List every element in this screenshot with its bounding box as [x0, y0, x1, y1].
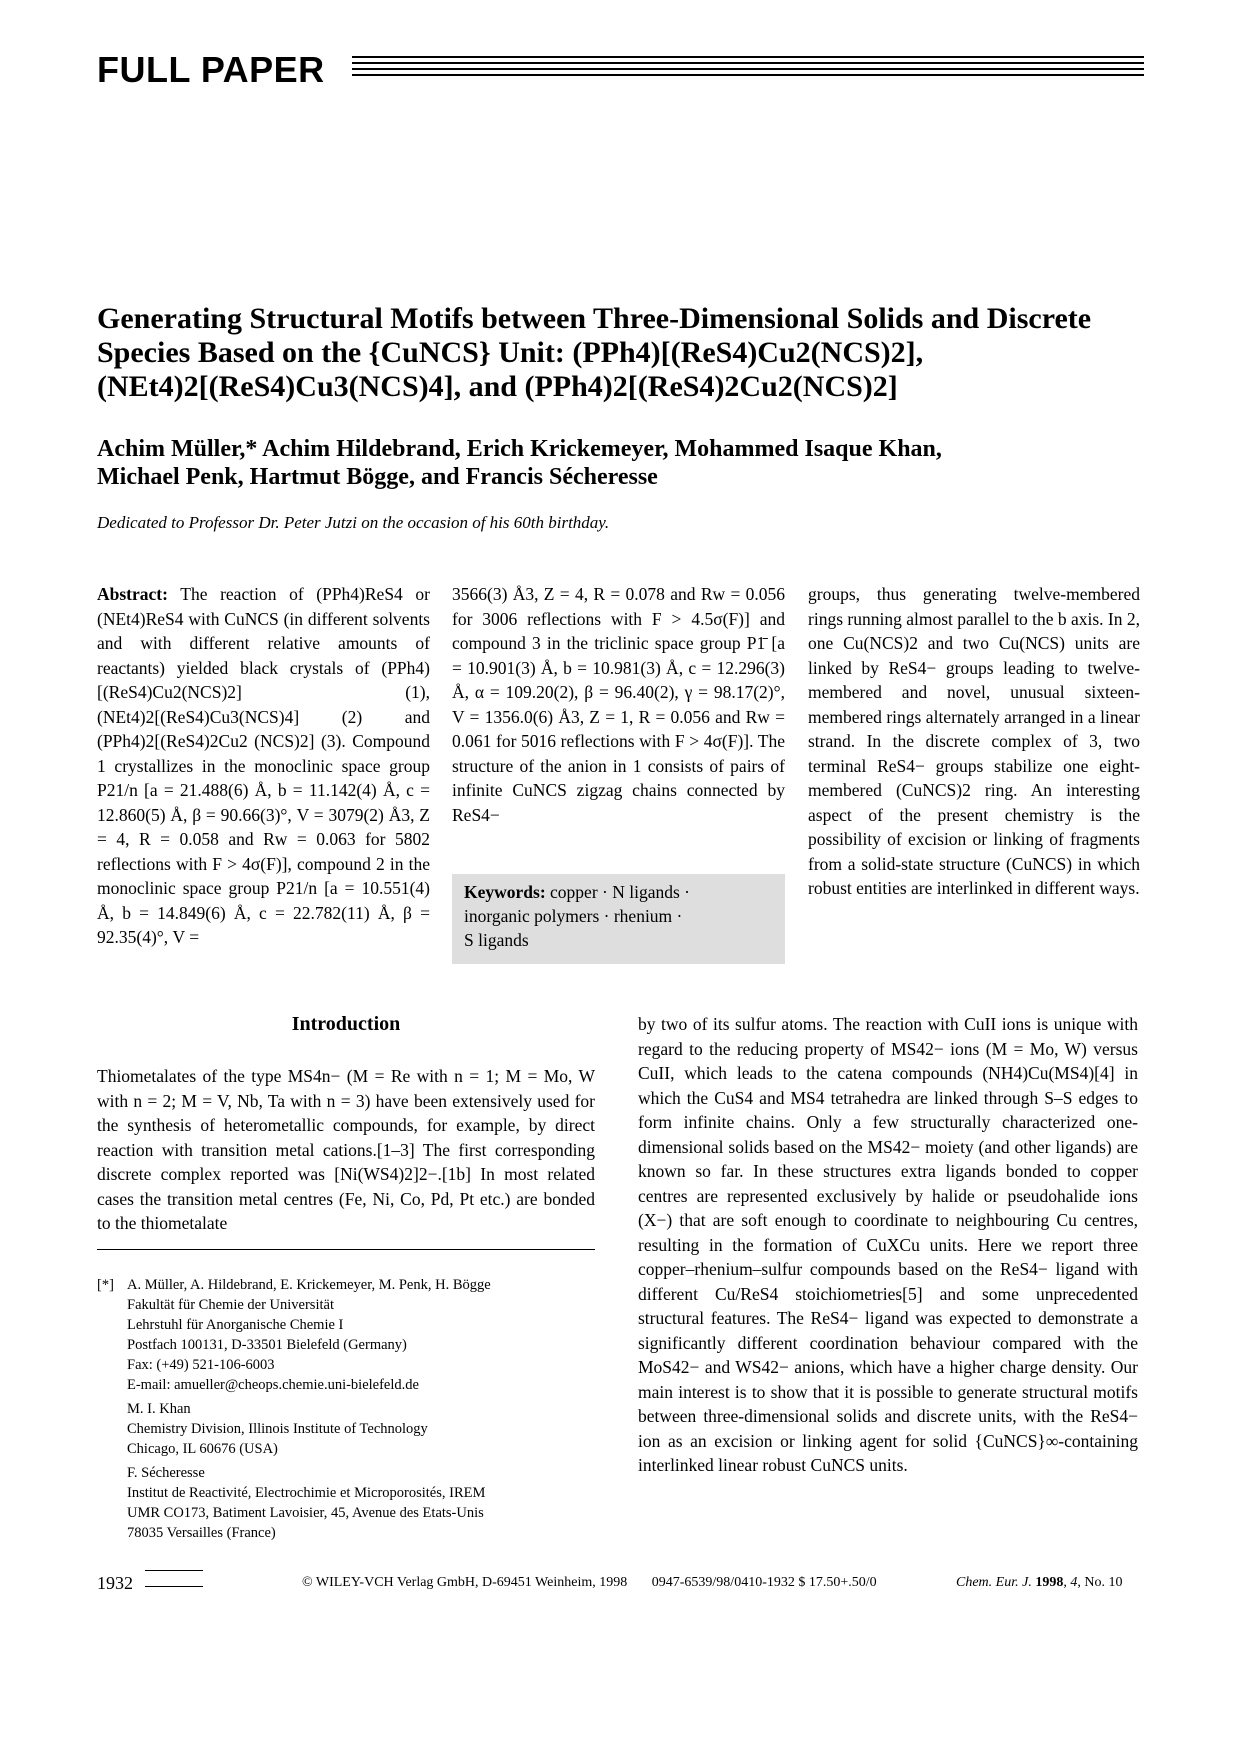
- introduction-left-column: [97, 1064, 595, 1236]
- footnote-line: E-mail: amueller@cheops.chemie.uni-bielefeld.de: [127, 1377, 419, 1393]
- footnote-line: Fakultät für Chemie der Universität: [127, 1297, 334, 1313]
- abstract-label: Abstract:: [97, 584, 168, 604]
- footnote-line: Postfach 100131, D-33501 Bielefeld (Germany): [127, 1337, 407, 1353]
- footnote-line: Fax: (+49) 521-106-6003: [127, 1357, 275, 1373]
- publisher-line: © WILEY-VCH Verlag GmbH, D-69451 Weinheim, 1998: [302, 1575, 628, 1590]
- abstract-column-1: [97, 582, 430, 950]
- footnote-line: Institut de Reactivité, Electrochimie et Microporosités, IREM: [127, 1485, 486, 1501]
- footnote-line: Lehrstuhl für Anorganische Chemie I: [127, 1317, 344, 1333]
- abstract-column-3: [808, 582, 1140, 901]
- affiliation-bielefeld: [127, 1275, 597, 1395]
- section-heading-introduction: Introduction: [291, 1013, 401, 1035]
- footer-publisher: [302, 1575, 877, 1591]
- keywords-line-2: inorganic polymers · rhenium ·: [464, 906, 683, 926]
- footnote-divider: [97, 1249, 595, 1250]
- introduction-right-text: by two of its sulfur atoms. The reaction with CuII ions is unique with regard to the reducing property of MS42− ions (M = Mo, W) versus CuII, which leads to the catena compounds (NH4)Cu(MS4)[4] in which the CuS4 and MS4 tetrahedra are linked through S–S edges to form infinite chains. Only a few structurally characterized one-dimensional solids based on the MS42− moiety (and other ligands) are known so far. In these structures extra ligands bonded to copper centres are represented exclusively by halide or pseudohalide ions (X−) that are soft enough to coordinate to neighbouring Cu centres, resulting in the formation of CuXCu units. Here we report three copper–rhenium–sulfur compounds based on the ReS4− ligand with different Cu/ReS4 stoichiometries[5] and some unprecedented structural features. The ReS4− ligand was expected to demonstrate a significantly different coordination behaviour compared with the MoS42− and WS42− anions, which have a higher charge density. Our main interest is to show that it is possible to generate structural motifs between three-dimensional solids and discrete units, with the ReS4− ion as an excision or linking agent for solid {CuNCS}∞-containing interlinked linear robust CuNCS units.: [638, 1014, 1138, 1475]
- affiliation-versailles: [127, 1463, 597, 1543]
- author-list: [97, 435, 1157, 491]
- keywords-label: Keywords:: [464, 882, 546, 902]
- dedication: Dedicated to Professor Dr. Peter Jutzi on the occasion of his 60th birthday.: [97, 513, 610, 532]
- keywords-line-3: S ligands: [464, 930, 529, 950]
- footnote-line: Chemistry Division, Illinois Institute of Technology: [127, 1421, 428, 1437]
- journal-name: Chem. Eur. J.: [956, 1575, 1032, 1590]
- keywords-box: [452, 874, 785, 964]
- article-code: 0947-6539/98/0410-1932 $ 17.50+.50/0: [651, 1575, 877, 1590]
- footnote-line: F. Sécheresse: [127, 1465, 205, 1481]
- footnote-line: 78035 Versailles (France): [127, 1525, 276, 1541]
- page-number-rule-top: [145, 1570, 203, 1571]
- footer-journal: Chem. Eur. J. 1998, 4, No. 10: [956, 1575, 1123, 1590]
- page-number: 1932: [97, 1573, 133, 1593]
- abstract-column-2: [452, 582, 785, 827]
- section-label: FULL PAPER: [97, 49, 325, 90]
- introduction-right-column: [638, 1012, 1138, 1478]
- footnote-line: Chicago, IL 60676 (USA): [127, 1441, 278, 1457]
- footnote-mark: [*]: [97, 1277, 114, 1293]
- footnote-line: M. I. Khan: [127, 1401, 191, 1417]
- author-affiliations-footnote: [97, 1275, 597, 1543]
- title-line-1: Generating Structural Motifs between Three-Dimensional Solids and Discrete: [97, 302, 1092, 335]
- affiliation-illinois: [127, 1399, 597, 1459]
- article-title: [97, 302, 1157, 404]
- authors-line-1: Achim Müller,* Achim Hildebrand, Erich Krickemeyer, Mohammed Isaque Khan,: [97, 436, 942, 462]
- introduction-left-text: Thiometalates of the type MS4n− (M = Re with n = 1; M = Mo, W with n = 2; M = V, Nb, Ta with n = 3) have been extensively used for the synthesis of heterometallic compounds, for example, by direct reaction with transition metal cations.[1–3] The first corresponding discrete complex reported was [Ni(WS4)2]2−.[1b] In most related cases the transition metal centres (Fe, Ni, Co, Pd, Pt etc.) are bonded to the thiometalate: [97, 1066, 595, 1233]
- title-line-3: (NEt4)2[(ReS4)Cu3(NCS)4], and (PPh4)2[(ReS4)2Cu2(NCS)2]: [97, 370, 898, 403]
- footnote-line: UMR CO173, Batiment Lavoisier, 45, Avenue des Etats-Unis: [127, 1505, 484, 1521]
- keywords-line-1: copper · N ligands ·: [550, 882, 690, 902]
- abstract-col2-text: 3566(3) Å3, Z = 4, R = 0.078 and Rw = 0.056 for 3006 reflections with F > 4.5σ(F)] and compound 3 in the triclinic space group P1̄ [a = 10.901(3) Å, b = 10.981(3) Å, c = 12.296(3) Å, α = 109.20(2), β = 96.40(2), γ = 98.17(2)°, V = 1356.0(6) Å3, Z = 1, R = 0.056 and Rw = 0.061 for 5016 reflections with F > 4σ(F)]. The structure of the anion in 1 consists of pairs of infinite CuNCS zigzag chains connected by ReS4−: [452, 584, 785, 825]
- journal-year: 1998: [1035, 1575, 1064, 1590]
- title-line-2: Species Based on the {CuNCS} Unit: (PPh4)[(ReS4)Cu2(NCS)2],: [97, 336, 924, 369]
- journal-issue: No. 10: [1084, 1575, 1123, 1590]
- footnote-line: A. Müller, A. Hildebrand, E. Krickemeyer, M. Penk, H. Bögge: [127, 1277, 491, 1293]
- abstract-col1-text: The reaction of (PPh4)ReS4 or (NEt4)ReS4 with CuNCS (in different solvents and with different relative amounts of reactants) yielded black crystals of (PPh4)[(ReS4)Cu2(NCS)2] (1), (NEt4)2[(ReS4)Cu3(NCS)4] (2) and (PPh4)2[(ReS4)2Cu2 (NCS)2] (3). Compound 1 crystallizes in the monoclinic space group P21/n [a = 21.488(6) Å, b = 11.142(4) Å, c = 12.860(5) Å, β = 90.66(3)°, V = 3079(2) Å3, Z = 4, R = 0.058 and Rw = 0.063 for 5802 reflections with F > 4σ(F)], compound 2 in the monoclinic space group P21/n [a = 10.551(4) Å, b = 14.849(6) Å, c = 22.782(11) Å, β = 92.35(4)°, V =: [97, 584, 430, 947]
- header-rules: [352, 56, 1144, 86]
- page-number-rule-bottom: [145, 1586, 203, 1587]
- abstract-col3-text: groups, thus generating twelve-membered rings running almost parallel to the b axis. In 2, one Cu(NCS)2 and two Cu(NCS) units are linked by ReS4− groups leading to twelve-membered and novel, unusual sixteen-membered rings alternately arranged in a linear strand. In the discrete complex of 3, two terminal ReS4− groups stabilize one eight-membered (CuNCS)2 ring. An interesting aspect of the present chemistry is the possibility of excision or linking of fragments from a solid-state structure (CuNCS) in which robust entities are interlinked in different ways.: [808, 584, 1140, 898]
- authors-line-2: Michael Penk, Hartmut Bögge, and Francis Sécheresse: [97, 464, 658, 490]
- journal-volume: 4: [1070, 1575, 1078, 1590]
